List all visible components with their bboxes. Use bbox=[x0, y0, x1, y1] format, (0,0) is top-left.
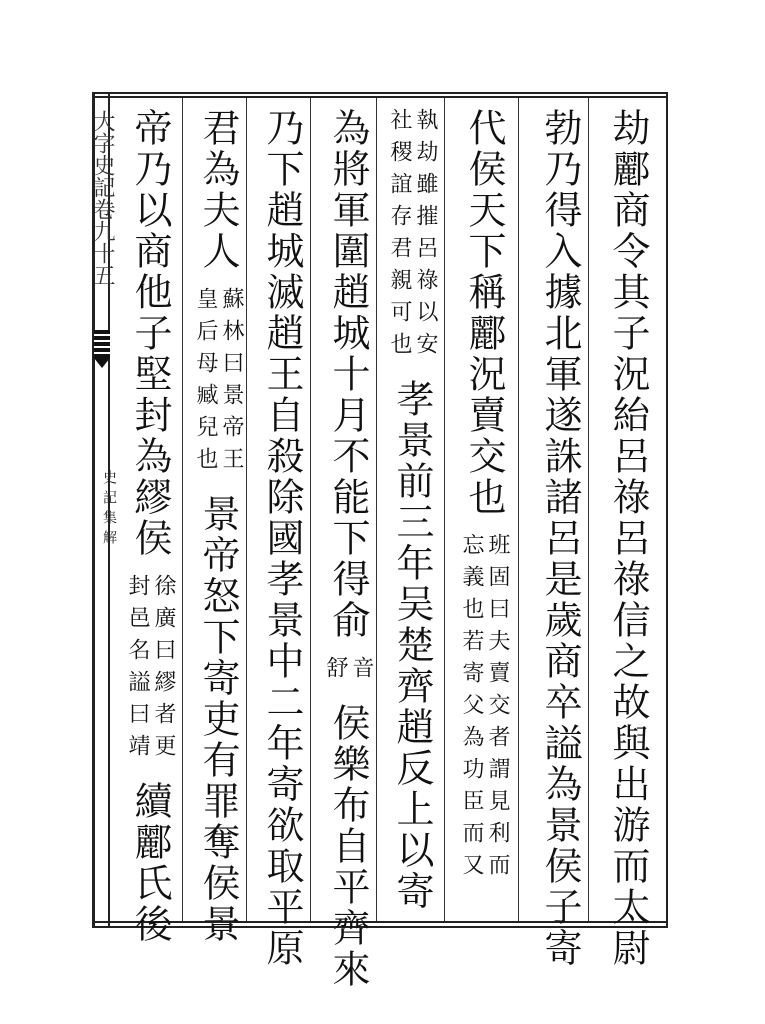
top-rule bbox=[92, 96, 668, 98]
text-column-1 bbox=[602, 108, 654, 969]
main-text: 帝乃以商他子堅封為繆侯 bbox=[128, 108, 172, 559]
annotation-right: 蘇林曰景帝王 bbox=[219, 287, 244, 480]
annotation-left: 皇后母臧兒也 bbox=[193, 287, 218, 480]
column-divider bbox=[182, 98, 183, 921]
margin-title: 大字史記卷九十五 bbox=[90, 110, 115, 286]
main-text: 君為夫人 bbox=[196, 108, 240, 272]
text-column-5 bbox=[322, 108, 374, 990]
column-divider bbox=[518, 98, 519, 921]
column-divider bbox=[588, 98, 589, 921]
text-column-7 bbox=[192, 108, 244, 945]
main-text: 為將軍圍趙城十月不能下得俞 bbox=[326, 108, 370, 641]
column-divider bbox=[444, 98, 445, 921]
text-column-8 bbox=[124, 108, 176, 945]
column-divider bbox=[310, 98, 311, 921]
annotation-pair bbox=[458, 533, 510, 885]
annotation-left: 封邑名謚曰靖 bbox=[125, 574, 150, 767]
main-text-continued: 續酈氏後 bbox=[128, 781, 172, 946]
main-text-continued: 景帝怒下寄吏有罪奪侯景 bbox=[196, 494, 240, 946]
annotation-left: 忘義也若寄父為功臣而又 bbox=[459, 533, 484, 886]
annotation-right: 徐廣曰繆者更 bbox=[151, 574, 176, 767]
main-text-continued: 侯樂布自平齊來 bbox=[326, 703, 370, 991]
text-column-2 bbox=[534, 108, 586, 969]
main-text: 孝景前三年吴楚齊趙反上以寄 bbox=[390, 379, 434, 913]
main-text: 代侯天下稱酈況賣交也 bbox=[462, 108, 506, 518]
fish-tail-ornament bbox=[94, 330, 110, 358]
annotation-left: 舒 bbox=[323, 656, 348, 689]
annotation-right: 音 bbox=[349, 656, 374, 689]
annotation-pair bbox=[124, 574, 176, 766]
column-divider bbox=[246, 98, 247, 921]
text-column-6 bbox=[256, 108, 308, 969]
main-text: 乃下趙城滅趙王自殺除國孝景中二年寄欲取平原 bbox=[260, 108, 304, 969]
column-divider bbox=[376, 98, 377, 921]
main-text: 勃乃得入據北軍遂誅諸呂是歲商卒謚為景侯子寄 bbox=[538, 108, 582, 969]
annotation-left: 社稷誼存君親可也 bbox=[387, 108, 412, 364]
annotation-pair bbox=[192, 287, 244, 479]
text-column-4 bbox=[386, 108, 438, 912]
annotation-right: 執劫雖摧呂祿以安 bbox=[413, 108, 438, 364]
annotation-pair bbox=[322, 656, 374, 688]
book-label: 史記集解 bbox=[101, 470, 117, 550]
annotation-right: 班固曰夫賣交者謂見利而 bbox=[485, 533, 510, 886]
main-text: 劫酈商令其子況紿呂祿呂祿信之故與出游而太尉 bbox=[606, 108, 650, 969]
text-column-3 bbox=[458, 108, 510, 885]
annotation-pair bbox=[386, 108, 438, 364]
